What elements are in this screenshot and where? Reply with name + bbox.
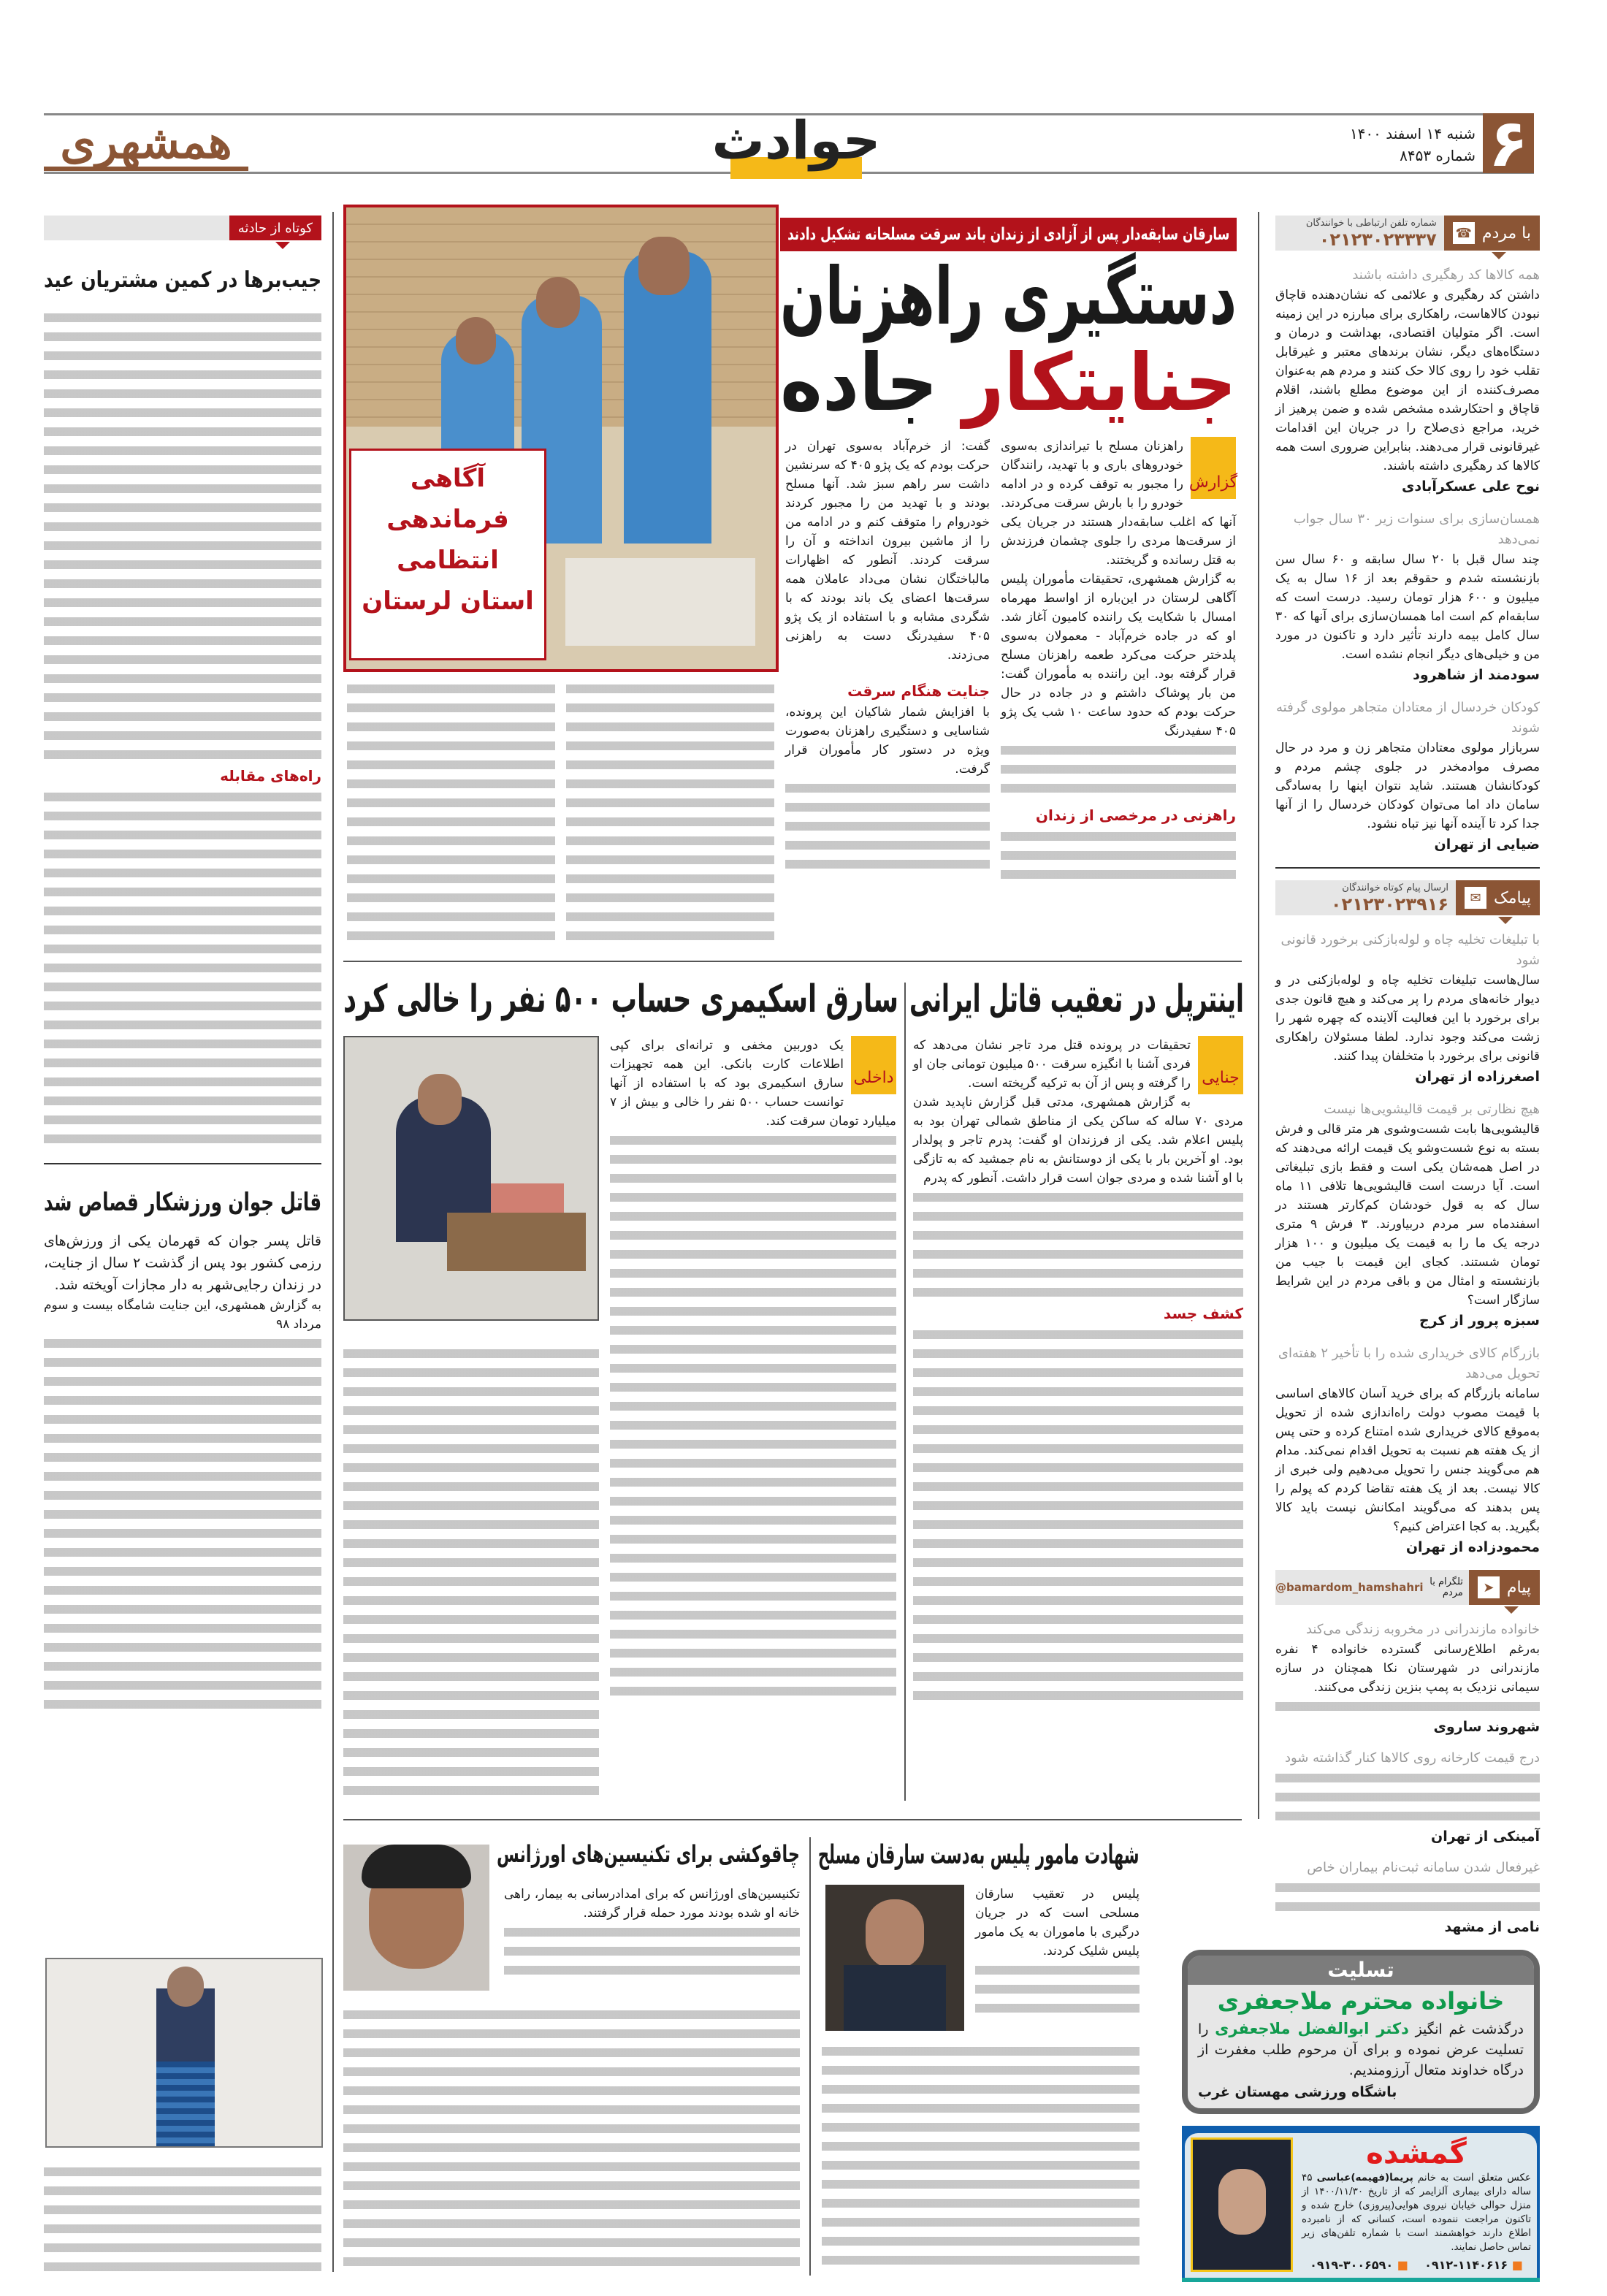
execution-paragraph: به گزارش همشهری، این جنایت شامگاه بیست و سوم مرداد ۹۸ <box>44 1298 321 1332</box>
condolence-title: تسلیت <box>1188 1956 1534 1985</box>
interpol-subhead: کشف جسد <box>1163 1305 1243 1322</box>
phone-icon: ☎ <box>1453 222 1475 244</box>
letter <box>1275 1343 1540 1558</box>
divider <box>343 961 1242 962</box>
letter <box>1275 1620 1540 1738</box>
text-lines <box>44 2162 321 2272</box>
condolence-signature: باشگاه ورزشی مهستان غرب <box>1198 2084 1397 2100</box>
letter-author: آمینکی از تهران <box>1431 1828 1540 1845</box>
condolence-text: درگذشت غم انگیز دکتر ابوالفضل ملاجعفری را تسلیت عرض نموده و برای آن مرحوم طلب مغفرت از درگاه خداوند متعال آرزومندیم. <box>1198 2020 1524 2078</box>
report-tag: گزارش <box>1191 437 1236 499</box>
letter-author: سودمند از شاهرود <box>1413 667 1540 683</box>
left-subhead: راه‌های مقابله <box>220 767 321 785</box>
letter-author: شهروند ساروی <box>1433 1719 1540 1735</box>
martyr-headline: شهادت مامور پلیس به‌دست سارقان مسلح <box>818 1840 1140 1870</box>
domestic-tag: داخلی <box>851 1036 896 1094</box>
letter-title: درج قیمت کارخانه روی کالاها کنار گذاشته شود <box>1284 1750 1540 1766</box>
letter-title: کودکان خردسال از معتادان متجاهر مولوی گرفته شوند <box>1276 700 1540 736</box>
pickpocket-headline: جیب‌برها در کمین مشتریان عید <box>43 267 321 293</box>
letter <box>1275 1099 1540 1332</box>
phone-caption: شماره تلفن ارتباطی با خوانندگان <box>1305 217 1437 229</box>
people-column <box>1275 216 1540 855</box>
telegram-caption: تلگرام با مردم <box>1429 1576 1463 1598</box>
scam-lead: یک دوربین مخفی و ترانه‌ای برای کپی اطلاعات کارت بانکی. این همه تجهیزات سارق اسکیمری بود که با استفاده از آنها توانست حساب ۵۰۰ نفر را خالی و بیش از ۷ میلیارد تومان سرقت کند. <box>610 1038 896 1129</box>
headline-line-2: جنایتکار جاده <box>780 337 1237 429</box>
newspaper-logo[interactable]: همشهری <box>44 115 248 171</box>
martyr-lead-wrap <box>975 1885 1140 2018</box>
main-paragraph: با افزایش شمار شاکیان این پرونده، شناسایی و دستگیری راهزنان به‌صورت ویژه در دستور کار مأموران قرار گرفت. <box>785 705 990 777</box>
letter-title: هیچ نظارتی بر قیمت قالیشویی‌ها نیست <box>1324 1102 1540 1117</box>
page-number: ۶ <box>1483 113 1534 173</box>
letter-title: با تبلیغات تخلیه چاه و لوله‌بازکنی برخورد قانونی شود <box>1280 932 1540 968</box>
police-sign: آگاهی فرماندهی انتظامی استان لرستان <box>349 449 546 660</box>
letter-body: داشتن کد رهگیری و علائمی که نشان‌دهنده قاچاق نبودن کالاهاست، راهکاری برای مبارزه در این زمینه است. اگر متولیان اقتصادی، بهداشت و درمان و دستگاه‌های دیگر، نشان برندهای معتبر و غیرقابل تقلب خود را روی کالا حک کنند و مردم هم به‌عنوان مصرف‌کننده از این موضوع مطلع باشند، اقلام قاچاق و احتکارشده مشخص شده و ضمن پرهیز از خرید، مراجع ذی‌صلاح را در جریان این اقدامات غیرقانونی قرار می‌دهند. بنابراین ضروری است همه کالاها کد رهگیری داشته باشند. <box>1275 288 1540 473</box>
letter-body: قالیشویی‌ها بابت شست‌وشوی هر متر قالی و فرش بسته به نوع شست‌وشو یک قیمت ارائه می‌دهند که در اصل همه‌شان یکی است و فقط بازی تبلیغاتی است. آیا درست است قالیشویی‌ها تلافی ۱۱ ماه سال که به قول خودشان کم‌کارتر هستند در اسفندماه سر مردم دربیاورند. ۳ فرش ۹ متری درجه یک ما را به قیمت یک میلیون و ۱۰۰ هزار تومان شستند. کجای این قیمت با جیب من بازنشسته و امثال من و باقی مردم در این شرایط سازگار است؟ <box>1275 1122 1540 1308</box>
convict-photo <box>45 1958 323 2148</box>
main-paragraph: گفت: از خرم‌آباد به‌سوی تهران در حرکت بودم که یک پژو ۴۰۵ که سرنشین داشت سر راهم سبز شد. آنها مسلح بودند و با تهدید من را مجبور کردند خودروام را متوقف کنم و در ادامه من را از ماشین بیرون انداخته و آن را سرقت کردند. آنطور که اظهارات مالباختگان نشان می‌داد عاملان همه سرقت‌ها اعضای یک باند بودند که با شگردی مشابه و با استفاده از یک پژو ۴۰۵ سفیدرنگ دست به راهزنی می‌زدند. <box>785 439 990 663</box>
letter-title: بازرگام کالای خریداری شده را با تأخیر ۲ هفته‌ای تحویل می‌دهد <box>1278 1346 1540 1381</box>
condolence-ad <box>1182 1950 1540 2114</box>
section-title: حوادث <box>711 110 881 171</box>
scammer-photo <box>343 1036 599 1321</box>
envelope-icon: ✉ <box>1465 887 1486 909</box>
column-divider <box>332 212 334 2272</box>
main-story-col3 <box>566 679 774 945</box>
main-story-col4 <box>347 679 555 945</box>
suspect-photo <box>343 1845 489 1991</box>
letter <box>1275 1748 1540 1847</box>
people-phone: ۰۲۱۲۳۰۲۳۳۳۷ <box>1318 229 1437 250</box>
letter <box>1275 509 1540 686</box>
crime-tag: جنایی <box>1198 1036 1243 1094</box>
letter <box>1275 265 1540 497</box>
phone-1: ■ ۰۹۱۲-۱۱۴۰۶۱۶ <box>1424 2258 1523 2272</box>
text-lines <box>343 1344 599 1797</box>
letter <box>1275 930 1540 1088</box>
letter-author: ضیایی از تهران <box>1434 836 1540 853</box>
text-lines <box>343 2005 800 2271</box>
sms-number: ۰۲۱۲۳۰۲۳۹۱۶ <box>1330 893 1449 915</box>
column-divider <box>809 1837 811 2276</box>
main-paragraph: به گزارش همشهری، تحقیقات مأموران پلیس آگاهی لرستان در این‌باره از اواسط مهرماه امسال با شکایت یک راننده کامیون آغاز شد. او که در جاده خرم‌آباد - معمولان به‌سوی پلدختر حرکت می‌کرد طعمه راهزنان مسلح قرار گرفته بود. این راننده به مأموران گفت: من بار پوشاک داشتم و در جاده در حال حرکت بودم که حدود ساعت ۱۰ شب یک پژو ۴۰۵ سفیدرنگ <box>1001 572 1237 739</box>
knife-lead: تکنیسین‌های اورژانس که برای امدادرسانی به بیمار، راهی خانه او شده بودند مورد حمله قرار گرفتند. <box>504 1887 800 1921</box>
letter-author: نامی از مشهد <box>1444 1919 1540 1935</box>
people-label: با مردم ☎ <box>1444 216 1540 251</box>
missing-title: گمشده <box>1366 2137 1467 2170</box>
missing-phones <box>1302 2257 1531 2273</box>
martyr-lead: پلیس در تعقیب سارقان مسلحی است که در جریان درگیری با ماموران به یک مامور پلیس شلیک کردند. <box>975 1887 1140 1959</box>
telegram-label: پیام ➤ <box>1469 1570 1540 1605</box>
telegram-icon: ➤ <box>1478 1576 1500 1598</box>
execution-lead: قاتل پسر جوان که قهرمان یکی از ورزش‌های رزمی کشور بود پس از گذشت ۲ سال از جنایت، در زندان رجایی‌شهر به دار مجازات آویخته شد. <box>44 1233 321 1293</box>
knife-headline: چاقوکشی برای تکنیسین‌های اورژانس <box>497 1840 800 1868</box>
letter-body: چند سال قبل با ۲۰ سال سابقه و ۶۰ سال سن بازنشسته شدم و حقوقم بعد از ۱۶ سال به یک میلیون و ۶۰۰ هزار تومان رسید. درست است که سابقه‌ام کم است اما همسان‌سازی برای آنها که ۳۰ سال کامل بیمه دارند تأثیر دارد و تاکنون در مورد من و خیلی‌های دیگر انجام نشده است. <box>1275 552 1541 662</box>
issue-info <box>1315 123 1476 167</box>
column-divider <box>904 983 906 1801</box>
phone-2: ■ ۰۹۱۹-۳۰۰۶۵۹۰ <box>1310 2258 1408 2272</box>
column-divider <box>1258 212 1259 1819</box>
main-story-col1 <box>1001 437 1236 884</box>
letter-title: خانواده مازندرانی در مخروبه زندگی می‌کند <box>1305 1622 1540 1637</box>
divider <box>1275 867 1540 869</box>
letter-author: اصغرزاده از تهران <box>1415 1069 1540 1085</box>
main-kicker: سارقان سابقه‌دار پس از آزادی از زندان باند سرقت مسلحانه تشکیل دادند <box>780 218 1237 251</box>
condolence-family: خانواده محترم ملاجعفری <box>1217 1987 1505 2015</box>
letter <box>1275 1858 1540 1938</box>
short-news-label: کوتاه از حادثه <box>229 216 321 240</box>
letter-title: غیرفعال شدن سامانه ثبت‌نام بیماران خاص <box>1307 1860 1540 1875</box>
letter <box>1275 698 1540 855</box>
letter-title: همسان‌سازی برای سنوات زیر ۳۰ سال جواب نمی‌دهد <box>1293 511 1540 547</box>
telegram-column <box>1275 1570 1540 1938</box>
letter-author: محمودزاده از تهران <box>1405 1539 1540 1555</box>
sms-label: پیامک ✉ <box>1456 880 1540 915</box>
main-subhead: راهزنی در مرخصی از زندان <box>1035 806 1236 824</box>
letter-author: سبزه پرور از کرج <box>1419 1313 1540 1329</box>
divider <box>343 1819 1242 1820</box>
missing-person-photo <box>1191 2137 1293 2272</box>
missing-text: عکس متعلق است به خانم پریما(فهیمه)عباسی ۴۵ ساله دارای بیماری آلزایمر که از تاریخ ۱۴۰۰/۱۱/۳۰ از منزل حوالی خیابان نیروی هوایی(پیروزی) خارج شده و تاکنون مراجعت ننموده است، کسانی که از نامبرده اطلاع دارند خواهشمند است با شماره تلفن‌های زیر تماس حاصل نمایند. <box>1302 2172 1532 2253</box>
letter-body: سامانه بازرگام که برای خرید آسان کالاهای اساسی با قیمت مصوب دولت راه‌اندازی شده از تحویل به‌موقع کالای خریداری شده امتناع کرده و حتی پس از یک هفته هم نسبت به تحویل اقدام نمی‌کند. مدام هم می‌گویند جنس را تحویل می‌دهیم ولی خبری از کالا نیست. بعد از یک هفته تقاضا کردم که پولم را پس بدهند که می‌گویند امکانش نیست باید کالا بگیرید. به کجا اعتراض کنیم؟ <box>1275 1387 1540 1534</box>
issue-date: شنبه ۱۴ اسفند ۱۴۰۰ <box>1349 125 1476 142</box>
officer-photo <box>825 1885 964 2031</box>
main-story-col2 <box>785 437 990 874</box>
letter-title: همه کالاها کد رهگیری داشته باشند <box>1352 267 1540 283</box>
interpol-paragraph: به گزارش همشهری، مدتی قبل گزارش ناپدید شدن مردی ۷۰ ساله که ساکن یکی از مناطق شمالی تهران بود به پلیس اعلام شد. یکی از فرزندان او گفت: پدرم تاجر و پولدار بود. او آخرین بار با یکی از دوستانش به نام جمشید که به تازگی با او آشنا شده و مردی جوان است قرار داشت. آنطور که پدرم <box>913 1095 1243 1186</box>
sms-caption: ارسال پیام کوتاه خوانندگان <box>1342 882 1449 893</box>
scam-headline: سارق اسکیمری حساب ۵۰۰ نفر را خالی کرد <box>343 977 898 1021</box>
letter-body: سال‌هاست تبلیغات تخلیه چاه و لوله‌بازکنی در و دیوار خانه‌های مردم را پر می‌کند و هیچ قانون جدی برای برخورد با این فعالیت آلاینده که چهره شهر را زشت می‌کند وجود ندارد. لطفا مسئولان راهکاری قانونی برای برخورد با متخلفان پیدا کنند. <box>1275 973 1540 1064</box>
seized-items <box>565 558 755 646</box>
interpol-headline: اینترپل در تعقیب قاتل ایرانی <box>909 977 1244 1021</box>
execution-headline: قاتل جوان ورزشکار قصاص شد <box>43 1188 321 1217</box>
knife-lead-wrap <box>504 1885 800 1980</box>
letter-author: نوح علی عسکرآبادی <box>1401 478 1540 495</box>
interpol-body <box>913 1036 1243 1705</box>
headline-line-1: دستگیری راهزنان <box>780 251 1237 343</box>
main-lead: راهزنان مسلح با تیراندازی به‌سوی خودروهای باری و با تهدید، رانندگان را مجبور به توقف کرده و در ادامه خودرو را با بارش سرقت می‌کردند. آنها که اغلب سابقه‌دار هستند در جریان یکی از سرقت‌ها مردی را جلوی چشمان فرزندش به قتل رسانده و گریختند. <box>1001 439 1236 568</box>
people-label-bar <box>1275 216 1540 251</box>
scam-body <box>610 1036 896 1701</box>
text-lines <box>822 2042 1140 2270</box>
main-headline <box>780 251 1237 429</box>
letter-body: سربازار مولوی معتادان متجاهر زن و مرد در حال مصرف موادمخدر در جلوی چشم مردم و کودکانشان هستند. شاید نتوان اینها را به‌سادگی سامان داد اما می‌توان کودکان خردسال را از آنها جدا کرد تا آینده آنها نیز تباه نشود. <box>1275 741 1540 831</box>
sms-column <box>1275 880 1540 1558</box>
main-subhead: جنایت هنگام سرقت <box>847 682 990 700</box>
telegram-handle[interactable]: @bamardom_hamshahri <box>1275 1581 1424 1594</box>
interpol-lead: تحقیقات در پرونده قتل مرد تاجر نشان می‌دهد که فردی آشنا با انگیزه سرقت ۵۰۰ میلیون تومانی جان او را گرفته و پس از آن به ترکیه گریخته است. <box>913 1038 1191 1091</box>
left-column <box>44 216 321 1714</box>
missing-person-ad <box>1182 2126 1540 2282</box>
letter-body: به‌رغم اطلاع‌رسانی گسترده خانواده ۴ نفره مازندرانی در شهرستان نکا همچنان در سازه سیمانی نزدیک به پمپ بنزین زندگی می‌کنند. <box>1275 1642 1540 1695</box>
issue-number: شماره ۸۴۵۳ <box>1400 147 1476 164</box>
